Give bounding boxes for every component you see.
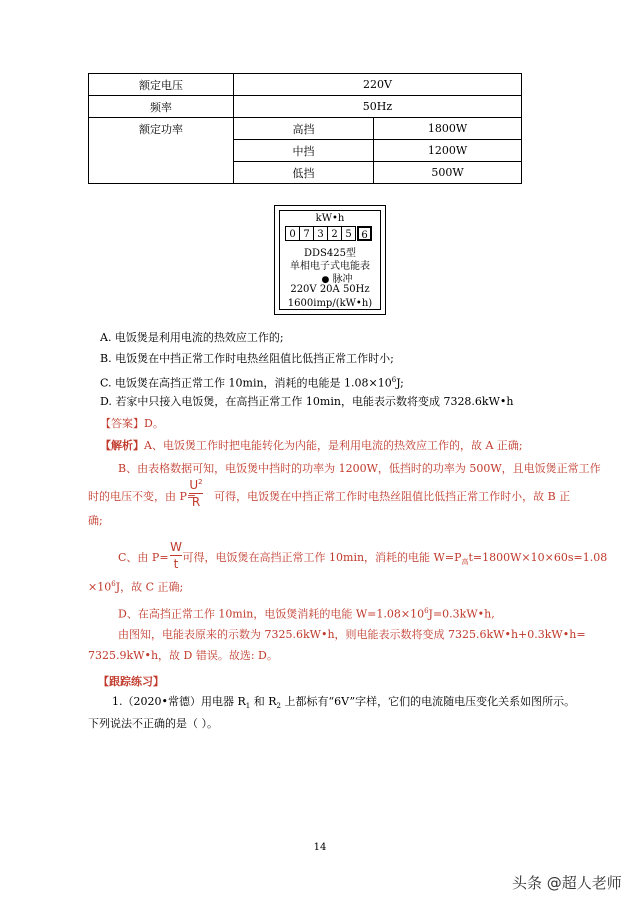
question-1-line2: 下列说法不正确的是（ ）。: [88, 717, 218, 730]
option-a: A. 电饭煲是利用电流的热效应工作的;: [100, 331, 284, 344]
label-cell: 频率: [89, 96, 234, 118]
meter-model: DDS425型: [304, 248, 356, 259]
option-c: [100, 373, 404, 391]
analysis-c-line2: [88, 577, 183, 595]
meter-digit: 3: [313, 226, 328, 241]
pulse-label: 脉冲: [332, 274, 353, 285]
mode-value-cell: 1800W: [374, 118, 522, 140]
mode-value-cell: 500W: [374, 162, 522, 184]
meter-digit: 0: [285, 226, 300, 241]
option-c-end: J;: [396, 376, 404, 390]
analysis-a-text: A、电饭煲工作时把电能转化为内能，是利用电流的热效应工作的，故 A 正确;: [144, 439, 523, 452]
fraction-w-over-t: [170, 540, 182, 571]
meter-digit: 5: [341, 226, 356, 241]
meter-spec: 220V 20A 50Hz: [290, 284, 370, 295]
meter-digit: 7: [299, 226, 314, 241]
analysis-c-post2: t=1800W×10×60s=1.08: [468, 551, 608, 564]
meter-unit: kW•h: [315, 213, 345, 224]
value-cell: 220V: [234, 74, 522, 96]
meter-inner-frame: [279, 210, 381, 310]
option-b: B. 电饭煲在中挡正常工作时电热丝阻值比低挡正常工作时小;: [100, 352, 394, 365]
q1-post: 上都标有“6V”字样，它们的电流随电压变化关系如图所示。: [280, 695, 576, 708]
analysis-c-line2-pre: ×10: [88, 580, 112, 594]
analysis-d-line3: 7325.9kW•h，故 D 错误。故选: D。: [88, 649, 278, 662]
follow-practice-heading: 【跟踪练习】: [98, 675, 164, 688]
fraction-numerator: U: [189, 478, 199, 492]
meter-type: 单相电子式电能表: [290, 261, 370, 272]
label-cell: 额定电压: [89, 74, 234, 96]
analysis-d-line1: [118, 604, 495, 622]
analysis-tag: 【解析】: [100, 439, 144, 452]
spec-table: [88, 73, 522, 184]
analysis-d-line2: 由图知，电能表原来的示数为 7325.6kW•h，则电能表示数将变成 7325.6kW•h+0.3kW•h=: [118, 628, 586, 641]
analysis-c-post: 可得，电饭煲在高挡正常工作 10min，消耗的电能 W=P: [182, 551, 462, 564]
analysis-d-line1-pre: D、在高挡正常工作 10min，电饭煲消耗的电能 W=1.08×10: [118, 607, 425, 621]
pulse-indicator-icon: ●: [321, 275, 330, 285]
fraction-u2-over-r: [189, 478, 203, 509]
mode-cell: 中挡: [234, 140, 374, 162]
meter-digits: [286, 226, 372, 241]
fraction-denominator: R: [191, 495, 201, 509]
meter-digit: 2: [327, 226, 342, 241]
analysis-b-line1: B、由表格数据可知，电饭煲中挡时的功率为 1200W，低挡时的功率为 500W，且电饭煲正常工作: [118, 462, 601, 475]
table-row: [89, 118, 522, 140]
meter-pulse: [294, 270, 380, 285]
analysis-c-sub: 高: [461, 558, 469, 567]
option-d: D. 若家中只接入电饭煲，在高挡正常工作 10min，电能表示数将变成 7328.6kW•h: [100, 395, 514, 408]
q1-sub1: 1: [245, 702, 251, 711]
q1-sub2: 2: [276, 702, 281, 711]
q1-pre: 1.（2020•常德）用电器 R: [112, 695, 246, 708]
analysis-b-line3: 确;: [88, 514, 103, 527]
mode-cell: 低挡: [234, 162, 374, 184]
fraction-exponent: 2: [198, 478, 203, 486]
electric-meter-figure: [274, 205, 386, 315]
mode-value-cell: 1200W: [374, 140, 522, 162]
page-number: 14: [313, 842, 327, 853]
watermark-logo: 头条 @超人老师: [512, 874, 622, 892]
answer: 【答案】D。: [100, 417, 164, 430]
analysis-b-line2: [88, 490, 570, 504]
analysis-b-post: 可得，电饭煲在中挡正常工作时电热丝阻值比低挡正常工作时小，故 B 正: [214, 490, 571, 503]
analysis-d-line1-sup: 6: [424, 607, 429, 615]
table-row: [89, 74, 522, 96]
q1-mid: 和 R: [250, 695, 277, 708]
option-c-text: C. 电饭煲在高挡正常工作 10min，消耗的电能是 1.08×10: [100, 376, 392, 390]
analysis-c-line2-post: J，故 C 正确;: [115, 580, 184, 594]
analysis-c-line2-sup: 6: [111, 580, 116, 588]
meter-imp: 1600imp/(kW•h): [287, 298, 373, 309]
option-c-exponent: 6: [391, 376, 397, 384]
table-row: [89, 96, 522, 118]
power-label-cell: 额定功率: [89, 118, 234, 184]
analysis-c-pre: C、由 P=: [118, 551, 169, 564]
question-1-line1: [112, 695, 575, 713]
meter-digit-decimal: 6: [357, 226, 372, 241]
fraction-denominator: t: [173, 557, 179, 571]
analysis-a: [100, 439, 523, 453]
mode-cell: 高挡: [234, 118, 374, 140]
analysis-b-pre: 时的电压不变，由 P=: [88, 490, 197, 503]
fraction-numerator: W: [170, 540, 182, 554]
analysis-d-line1-post: J=0.3kW•h,: [428, 607, 495, 621]
analysis-c-line1: [118, 551, 607, 569]
value-cell: 50Hz: [234, 96, 522, 118]
